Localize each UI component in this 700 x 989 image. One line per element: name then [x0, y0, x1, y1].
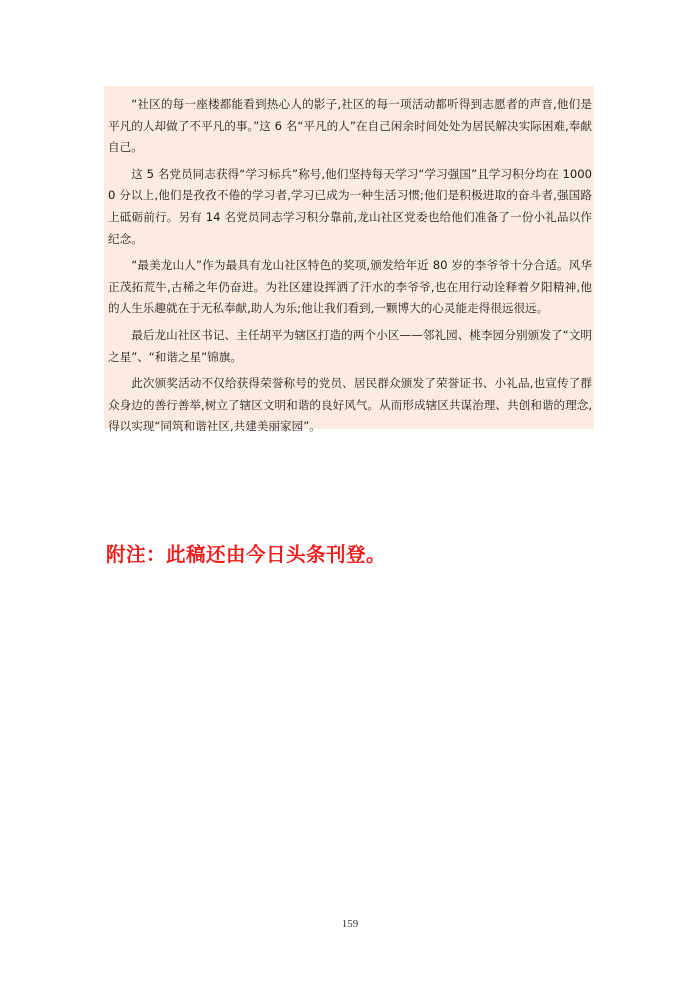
article-paragraph-4: 最后龙山社区书记、主任胡平为辖区打造的两个小区——邻礼园、桃李园分别颁发了“文明之星”、“和谐之星”锦旗。: [108, 327, 592, 364]
article-paragraph-2: 这 5 名党员同志获得“学习标兵”称号,他们坚持每天学习“学习强国”且学习积分均在 10000 分以上,他们是孜孜不倦的学习者,学习已成为一种生活习惯;他们是积极进取的奋斗者,强国路上砥砺前行。另有 14 名党员同志学习积分靠前,龙山社区党委也给他们准备了一份小礼品以作纪念。: [108, 166, 592, 246]
article-text-block: [104, 86, 594, 434]
page-number: 159: [341, 918, 359, 930]
article-paragraph-1: “社区的每一座楼都能看到热心人的影子,社区的每一项活动都听得到志愿者的声音,他们是平凡的人却做了不平凡的事。”这 6 名“平凡的人”在自己闲余时间处处为居民解决实际困难,奉献自己。: [108, 97, 592, 155]
article-paragraph-3: “最美龙山人”作为最具有龙山社区特色的奖项,颁发给年近 80 岁的李爷爷十分合适。风华正茂拓荒牛,古稀之年仍奋进。为社区建设挥洒了汗水的李爷爷,也在用行动诠释着夕阳精神,他的人生乐趣就在于无私奉献,助人为乐;他让我们看到,一颗博大的心灵能走得很远很远。: [108, 258, 592, 316]
publication-note: 附注：此稿还由今日头条刊登。: [106, 543, 387, 566]
article-paragraph-5: 此次颁奖活动不仅给获得荣誉称号的党员、居民群众颁发了荣誉证书、小礼品,也宣传了群众身边的善行善举,树立了辖区文明和谐的良好风气。从而形成辖区共谋治理、共创和谐的理念,得以实现“同筑和谐社区,共建美丽家园”。: [108, 376, 592, 434]
